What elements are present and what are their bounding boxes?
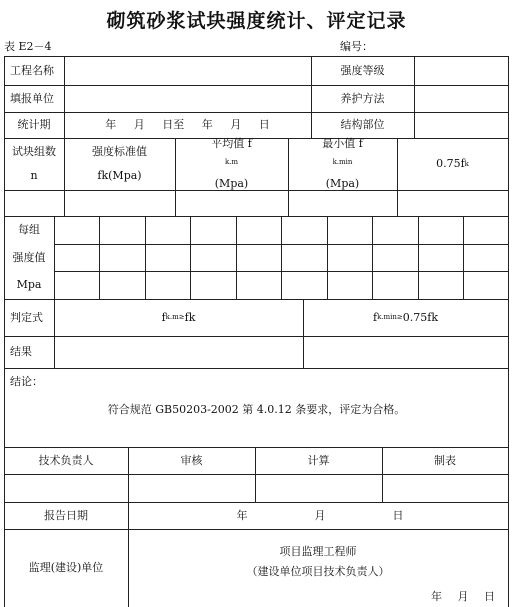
calc-sign[interactable] (255, 474, 382, 502)
serial-label: 编号： (340, 40, 373, 53)
period-field[interactable]: 年 月 日至 年 月 日 (105, 118, 270, 132)
position-label: 结构部位 (340, 118, 385, 132)
groups-value[interactable] (4, 190, 64, 216)
f1: f (161, 310, 166, 324)
fill-unit-label: 填报单位 (10, 91, 54, 105)
min-l2: (Mpa) (325, 176, 360, 190)
fill-unit-field[interactable] (64, 85, 311, 112)
make-sign[interactable] (382, 474, 508, 502)
project-name-field[interactable] (64, 56, 311, 85)
form-title: 砌筑砂浆试块强度统计、评定记录 (106, 10, 407, 32)
grade-field[interactable] (414, 56, 508, 85)
rule (236, 216, 237, 299)
project-name-label: 工程名称 (10, 63, 54, 77)
review-label: 审核 (180, 453, 203, 467)
engineer-l2: （建设单位项目技术负责人） (246, 565, 390, 578)
f2: f (372, 310, 378, 324)
factor: 0.75f (436, 157, 465, 171)
report-month: 月 (314, 508, 326, 522)
min-value[interactable] (288, 190, 397, 216)
result-field-2[interactable] (303, 336, 508, 368)
tech-sign[interactable] (4, 474, 128, 502)
result-field-1[interactable] (54, 336, 303, 368)
each-group-l3: Mpa (16, 278, 42, 292)
f2-tail: 0.75fk (402, 310, 439, 324)
std-header (64, 138, 175, 190)
rule (372, 216, 373, 299)
f1-tail: fk (184, 310, 196, 324)
rule (4, 368, 509, 369)
result-label: 结果 (10, 345, 32, 359)
report-year: 年 (236, 508, 248, 522)
groups-l2: n (30, 169, 38, 182)
avg-sub: k.m (224, 158, 239, 167)
supervision-date: 年 月 日 (431, 590, 495, 604)
report-date-label: 报告日期 (44, 508, 88, 522)
rule (190, 216, 191, 299)
factor-value[interactable] (397, 190, 508, 216)
curing-field[interactable] (414, 85, 508, 112)
review-sign[interactable] (128, 474, 255, 502)
factor-header (397, 138, 508, 190)
grade-label: 强度等级 (340, 63, 385, 77)
f2-sub: k.min≥ (377, 313, 403, 322)
groups-header (4, 138, 64, 190)
make-label: 制表 (434, 453, 456, 467)
avg-header (175, 138, 288, 190)
std-value[interactable] (64, 190, 175, 216)
engineer-l1: 项目监理工程师 (279, 545, 357, 559)
factor-sub: k (464, 159, 469, 168)
report-day: 日 (392, 508, 404, 522)
judge-label: 判定式 (10, 310, 43, 324)
curing-label: 养护方法 (340, 91, 385, 105)
rule (4, 216, 509, 217)
rule (327, 216, 328, 299)
conclusion-text: 符合规范 GB50203-2002 第 4.0.12 条要求，评定为合格。 (107, 403, 406, 417)
form-number: 表 E2－4 (4, 40, 52, 53)
each-group-l1: 每组 (18, 223, 40, 237)
avg-value[interactable] (175, 190, 288, 216)
min-header (288, 138, 397, 190)
std-l1: 强度标准值 (92, 145, 147, 159)
supervision-engineer (128, 540, 508, 584)
min-sub: k.min (332, 158, 353, 167)
rule (508, 56, 509, 607)
each-group-l2: 强度值 (12, 250, 46, 264)
rule (418, 216, 419, 299)
rule (463, 216, 464, 299)
position-field[interactable] (414, 112, 508, 138)
supervision-label: 监理(建设)单位 (28, 561, 104, 575)
tech-label: 技术负责人 (38, 453, 94, 467)
rule (281, 216, 282, 299)
min-l1: 最小值 f (322, 137, 363, 151)
avg-l2: (Mpa) (214, 176, 249, 190)
avg-l1: 平均值 f (211, 137, 252, 151)
judge-formula-1 (54, 299, 303, 336)
conclusion-label: 结论： (10, 375, 43, 389)
judge-formula-2 (303, 299, 508, 336)
rule (145, 216, 146, 299)
rule (99, 216, 100, 299)
period-label: 统计期 (17, 118, 51, 132)
f1-sub: k.m≥ (165, 313, 185, 322)
groups-l1: 试块组数 (12, 145, 56, 159)
calc-label: 计算 (307, 453, 330, 467)
std-l2: fk(Mpa) (97, 169, 142, 182)
